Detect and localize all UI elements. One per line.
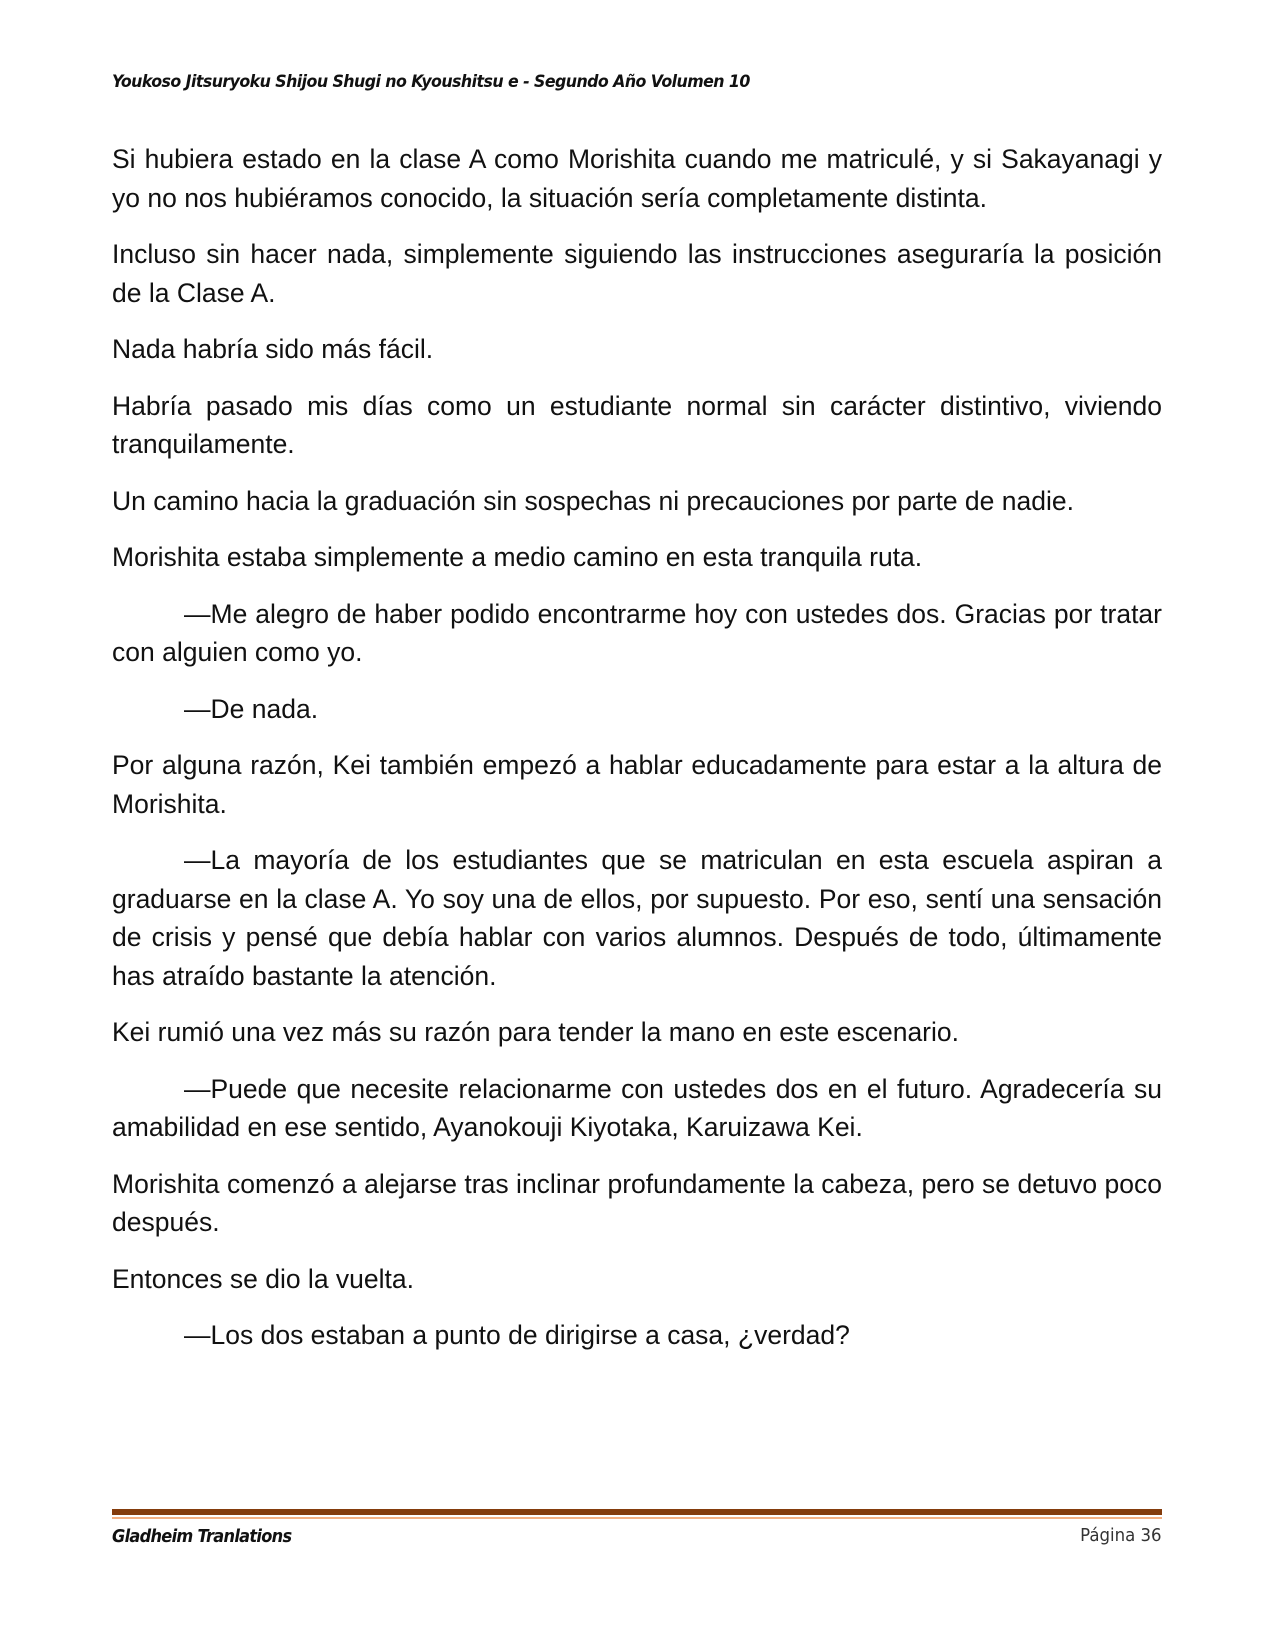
- paragraph: Un camino hacia la graduación sin sospechas ni precauciones por parte de nadie.: [112, 485, 1074, 516]
- page-number: Página 36: [1080, 1525, 1162, 1546]
- paragraph: Incluso sin hacer nada, simplemente siguiendo las instrucciones aseguraría la posición de la Clase A.: [112, 239, 1162, 308]
- dialogue-paragraph: —Los dos estaban a punto de dirigirse a casa, ¿verdad?: [184, 1320, 850, 1350]
- paragraph: Si hubiera estado en la clase A como Morishita cuando me matriculé, y si Sakayanagi y yo no nos hubiéramos conocido, la situación sería completamente distinta.: [112, 144, 1162, 213]
- footer-publisher: Gladheim Tranlations: [112, 1526, 292, 1547]
- running-header: Youkoso Jitsuryoku Shijou Shugi no Kyoushitsu e - Segundo Año Volumen 10: [112, 72, 750, 92]
- footer-rule-thin: [112, 1517, 1162, 1519]
- paragraph: Por alguna razón, Kei también empezó a hablar educadamente para estar a la altura de Morishita.: [112, 750, 1162, 819]
- paragraph: Habría pasado mis días como un estudiante normal sin carácter distintivo, viviendo tranquilamente.: [112, 390, 1162, 459]
- dialogue-paragraph: —Puede que necesite relacionarme con ustedes dos en el futuro. Agradecería su amabilidad en ese sentido, Ayanokouji Kiyotaka, Karuizawa Kei.: [112, 1073, 1162, 1142]
- dialogue-paragraph: —De nada.: [184, 693, 319, 724]
- paragraph: Entonces se dio la vuelta.: [112, 1263, 414, 1294]
- paragraph: Morishita estaba simplemente a medio camino en esta tranquila ruta.: [112, 542, 923, 572]
- body-text: [112, 140, 1162, 1373]
- paragraph: Nada habría sido más fácil.: [112, 334, 434, 364]
- dialogue-paragraph: —Me alegro de haber podido encontrarme hoy con ustedes dos. Gracias por tratar con alguien como yo.: [112, 598, 1162, 667]
- footer-rule-thick: [112, 1509, 1162, 1515]
- dialogue-paragraph: —La mayoría de los estudiantes que se matriculan en esta escuela aspiran a graduarse en la clase A. Yo soy una de ellos, por supuesto. Por eso, sentí una sensación de crisis y pensé que debía hablar con varios alumnos. Después de todo, últimamente has atraído bastante la atención.: [112, 845, 1162, 991]
- paragraph: Morishita comenzó a alejarse tras inclinar profundamente la cabeza, pero se detuvo poco después.: [112, 1168, 1162, 1237]
- paragraph: Kei rumió una vez más su razón para tender la mano en este escenario.: [112, 1017, 959, 1047]
